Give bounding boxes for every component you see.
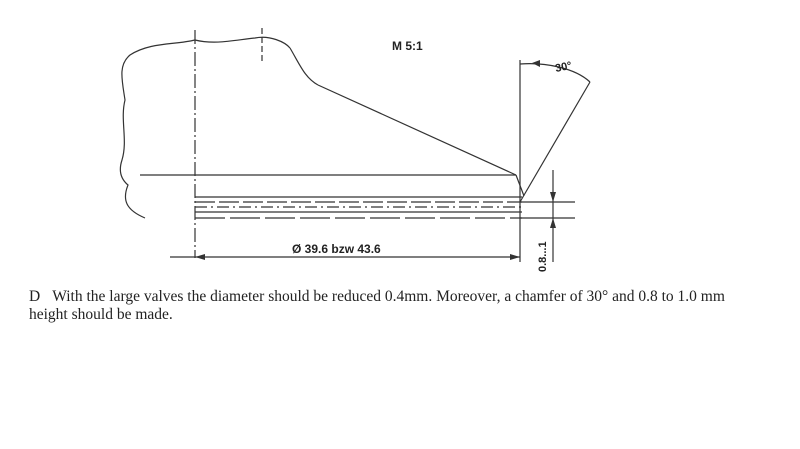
left-break-outline bbox=[120, 40, 195, 218]
caption-text: With the large valves the diameter should be reduced 0.4mm. Moreover, a chamfer of 30° and 0.8 to 1.0 mm height should be made. bbox=[29, 288, 725, 323]
valve-fillet bbox=[290, 48, 318, 85]
height-label: 0.8...1 bbox=[537, 241, 549, 272]
angle-label: 30° bbox=[554, 59, 573, 75]
angle-line bbox=[520, 82, 590, 202]
height-arrow-top bbox=[550, 192, 556, 202]
angle-arrow bbox=[532, 60, 540, 67]
caption-paragraph bbox=[29, 288, 749, 324]
valve-head-top bbox=[195, 37, 290, 48]
dim-arrow-left bbox=[195, 254, 205, 260]
height-arrow-bottom bbox=[550, 218, 556, 228]
scale-label: M 5:1 bbox=[392, 39, 423, 53]
dim-arrow-right bbox=[510, 254, 520, 260]
valve-cone-face bbox=[318, 85, 516, 175]
caption-marker: D bbox=[29, 288, 41, 305]
diameter-label: Ø 39.6 bzw 43.6 bbox=[292, 242, 381, 256]
